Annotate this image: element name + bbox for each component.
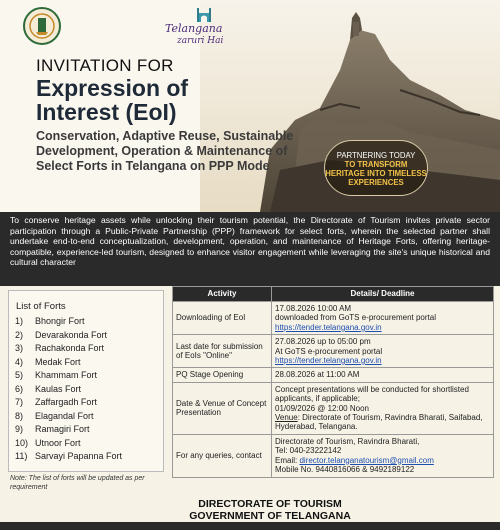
details-cell: 28.08.2026 at 11:00 AM — [272, 368, 494, 382]
telangana-emblem-icon — [22, 6, 62, 46]
tender-portal-link[interactable]: https://tender.telangana.gov.in — [275, 322, 382, 332]
table-row — [173, 434, 494, 477]
details-cell: 27.08.2026 up to 05:00 pm At GoTS e-procurement portal https://tender.telangana.gov.in — [272, 335, 494, 368]
activity-cell: Downloading of EoI — [173, 302, 272, 335]
table-header-row — [173, 287, 494, 302]
email-link[interactable]: director.telanganatourism@gmail.com — [299, 455, 434, 465]
fort-list-item: 11) Sarvayi Papanna Fort — [15, 451, 123, 461]
activity-table — [172, 286, 494, 478]
fort-list-item: 10) Utnoor Fort — [15, 437, 81, 448]
forts-list — [15, 315, 122, 464]
activity-cell: Last date for submission of EoIs "Online" — [173, 335, 272, 368]
fort-list-item: 6) Kaulas Fort — [15, 383, 82, 394]
fort-list-item: 4) Medak Fort — [15, 356, 81, 367]
table-row — [173, 302, 494, 335]
details-cell: 17.08.2026 10:00 AM downloaded from GoTS e-procurement portal https://tender.telangana.gov.in — [272, 302, 494, 335]
fort-list-item: 3) Rachakonda Fort — [15, 343, 105, 353]
activity-cell: For any queries, contact — [173, 434, 272, 477]
forts-list-title: List of Forts — [16, 301, 66, 312]
fort-list-item: 8) Elagandal Fort — [15, 410, 94, 421]
fort-list-item: 7) Zaffargadh Fort — [15, 397, 97, 407]
logo-word-tagline: zaruri Hai — [177, 36, 224, 46]
header-details: Details/ Deadline — [272, 287, 494, 302]
activity-cell: Date & Venue of Concept Presentation — [173, 382, 272, 434]
tender-portal-link[interactable]: https://tender.telangana.gov.in — [275, 356, 382, 366]
header-banner — [0, 0, 500, 212]
intro-paragraph: To conserve heritage assets while unlocking their tourism potential, the Directorate of Tourism invites private sector participation through a Public-Private Partnership (PPP) framework for select forts, wherein the selected partner shall undertake end-to-end conceptualization, development, operation, and maintenance of Heritage Forts, offering heritage-compatible, experience-led tourism, designed to enhance visitor engagement while leveraging the site's unique historical and cultural character — [0, 212, 500, 286]
fort-list-item: 2) Devarakonda Fort — [15, 329, 108, 340]
fort-list-item: 1) Bhongir Fort — [15, 316, 85, 326]
details-cell: Directorate of Tourism, Ravindra Bharati, Tel: 040-23222142 Email: director.telanganatourism@gmail.com Mobile No. 9440816066 & 9492189122 — [272, 434, 494, 477]
details-cell: Concept presentations will be conducted for shortlisted applicants, if applicable; 01/09/2026 @ 12:00 Noon Venue: Directorate of Tourism, Ravindra Bharati, Saifabad, Hyderabad, Telangana. — [272, 382, 494, 434]
fort-list-item: 5) Khammam Fort — [15, 370, 98, 380]
logo-word-telangana: Telangana — [165, 22, 223, 35]
footer-bar — [0, 522, 500, 530]
footer-line1: DIRECTORATE OF TOURISM — [198, 498, 342, 510]
forts-list-box — [8, 290, 164, 472]
partnering-badge: PARTNERING TODAY TO TRANSFORM HERITAGE INTO TIMELESS EXPERIENCES — [324, 140, 428, 196]
title-eoi: Expression of Interest (EoI) — [36, 75, 189, 125]
telangana-tourism-logo — [165, 4, 235, 48]
footer-line2: GOVERNMENT OF TELANGANA — [189, 510, 351, 522]
table-row — [173, 335, 494, 368]
footer-org — [150, 498, 390, 522]
table-row — [173, 382, 494, 434]
title-invitation: INVITATION FOR — [36, 56, 174, 75]
fort-list-item: 9) Ramagiri Fort — [15, 424, 90, 434]
forts-note: Note: The list of forts will be updated as per requirement — [10, 475, 145, 491]
subtitle: Conservation, Adaptive Reuse, Sustainable Development, Operation & Maintenance of Select Forts in Telangana on PPP Mode — [36, 129, 294, 173]
header-activity: Activity — [173, 287, 272, 302]
activity-cell: PQ Stage Opening — [173, 368, 272, 382]
charminar-icon — [195, 4, 213, 22]
table-row — [173, 368, 494, 382]
